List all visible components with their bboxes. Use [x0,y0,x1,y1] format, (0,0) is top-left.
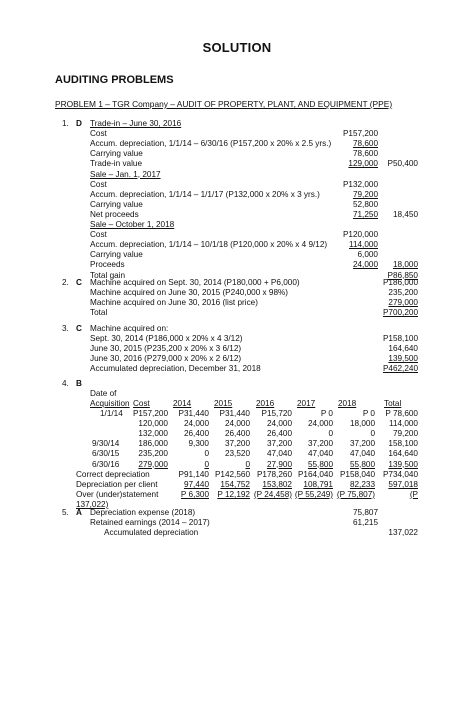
q1-total: 18,450 [392,209,418,219]
q3-total: P158,100 [382,334,418,344]
q4-cell: P31,440 [219,409,250,418]
q5-label: Accumulated depreciation [104,528,199,538]
q4-summary-cell: P 6,300 [180,489,209,499]
q4-summary-cell: 153,802 [262,479,292,489]
q5-amount: 75,807 [352,508,378,517]
q4-cell: 186,000 [138,439,168,449]
q2-total: 235,200 [388,288,418,298]
q2-label: Total [90,308,108,318]
q1-amount: 79,200 [352,189,378,199]
q4-summary-cell: P164,040 [297,469,333,479]
q1-label: Carrying value [90,149,143,159]
q4-cell: 27,900 [266,459,292,469]
q3-label: June 30, 2016 (P279,000 x 20% x 2 6/12) [90,354,242,364]
q4-answer: B [76,379,82,388]
q2-label: Machine acquired on June 30, 2016 (list price) [90,298,258,308]
problem-heading: PROBLEM 1 – TGR Company – AUDIT OF PROPERTY, PLANT, AND EQUIPMENT (PPE) [55,99,393,109]
q4-cell: 55,800 [307,459,333,469]
q4-summary-cell: (P 24,458) [253,489,292,499]
q5-number: 5. [62,508,69,517]
q2-label: Machine acquired on June 30, 2015 (P240,000 x 98%) [90,288,288,298]
q1-amount: P132,000 [342,179,378,189]
q4-cell: 9,300 [188,439,209,449]
q5-amount: 61,215 [352,518,378,528]
q3-number: 3. [62,324,69,333]
q4-summary-cell: 597,018 [388,479,418,489]
q1-label: Carrying value [90,250,143,260]
q1-label: Cost [90,129,107,139]
q1-total: P86,850 [387,270,418,280]
page-title: SOLUTION [202,40,272,55]
q1-label: Proceeds [90,260,125,270]
q3-label: Accumulated depreciation, December 31, 2018 [90,364,261,374]
q1-amount: 71,250 [352,209,378,219]
q4-cell: 158,100 [388,439,418,449]
q4-date: 9/30/14 [92,439,120,449]
q1-number: 1. [62,119,69,128]
q3-total: P462,240 [382,364,418,374]
q2-label: Machine acquired on Sept. 30, 2014 (P180,000 + P6,000) [90,278,300,287]
q4-cell: 0 [328,429,333,439]
q4-cell: 0 [204,459,209,469]
q1-total: P50,400 [387,159,418,169]
q4-cell: 235,200 [138,449,168,459]
q4-cell: 23,520 [224,449,250,459]
q4-summary-cell: P91,140 [178,469,209,479]
q4-cell: 120,000 [138,419,168,429]
q4-cell: P157,200 [132,409,168,418]
q4-cell: P15,720 [261,409,292,418]
q4-summary-cell: (P 75,807) [336,489,375,499]
q4-summary-cell: P142,560 [214,469,250,479]
q1-label: Sale – October 1, 2018 [90,220,175,229]
q1-label: Trade-in – June 30, 2016 [90,119,182,128]
q1-amount: 24,000 [352,260,378,270]
q4-col-header: 2015 [214,399,233,408]
q2-answer: C [76,278,82,287]
q2-total: P186,000 [382,278,418,287]
q4-cell: P 78,600 [385,409,418,418]
q5-answer: A [76,508,82,517]
q2-total: 279,000 [388,298,418,308]
q4-summary-cell: (P [409,489,418,499]
q4-summary-cell: P158,040 [339,469,375,479]
q4-cell: 279,000 [138,459,168,469]
q4-cell: 24,000 [307,419,333,429]
q5-total: 137,022 [388,528,418,538]
q4-cell: P 0 [362,409,375,418]
q4-cell: 37,200 [224,439,250,449]
q4-col-header: Cost [133,399,150,408]
q1-amount: 6,000 [357,250,378,260]
q4-col-header: 2017 [297,399,316,408]
q3-label: Sept. 30, 2014 (P186,000 x 20% x 4 3/12) [90,334,243,344]
q5-label: Retained earnings (2014 – 2017) [90,518,210,528]
q3-answer: C [76,324,82,333]
q4-header-top: Date of [90,389,117,398]
q4-summary-cell: 108,791 [303,479,333,489]
q1-amount: 114,000 [349,240,378,250]
q1-label: Accum. depreciation, 1/1/14 – 1/1/17 (P132,000 x 20% x 3 yrs.) [90,189,320,199]
q4-cell: 18,000 [349,419,375,429]
q4-date: 1/1/14 [100,409,123,418]
q4-cell: P 0 [320,409,333,418]
q4-cell: 79,200 [392,429,418,439]
q2-number: 2. [62,278,69,287]
q1-amount: P157,200 [342,129,378,139]
q4-cell: 24,000 [224,419,250,429]
q1-label: Total gain [90,270,126,280]
q1-answer: D [76,119,82,128]
q4-cell: 26,400 [266,429,292,439]
q4-summary-cell: 97,440 [183,479,209,489]
q4-col-header: Total [384,399,402,408]
q4-cell: P31,440 [178,409,209,418]
q1-total: 18,000 [392,260,418,270]
q4-cell: 139,500 [388,459,418,469]
q4-col-header: Acquisition [90,399,130,408]
q4-summary-label: Correct depreciation [76,469,150,479]
q4-summary-label: Depreciation per client [76,479,158,489]
q4-cell: 26,400 [224,429,250,439]
q1-amount: 52,800 [352,199,378,209]
q2-total: P700,200 [382,308,418,318]
q4-cell: 37,200 [307,439,333,449]
section-heading: AUDITING PROBLEMS [55,74,174,86]
q1-label: Sale – Jan. 1, 2017 [90,169,161,179]
q4-cell: 164,640 [388,449,418,459]
q3-label: Machine acquired on: [90,324,169,333]
q4-cell: 114,000 [389,419,418,429]
q4-summary-cell: 154,752 [220,479,250,489]
q3-total: 139,500 [388,354,418,364]
q1-amount: P120,000 [342,230,378,240]
q1-amount: 78,600 [352,149,378,159]
q1-label: Accum. depreciation, 1/1/14 – 10/1/18 (P120,000 x 20% x 4 9/12) [90,240,328,250]
q4-cell: 24,000 [183,419,209,429]
q4-cell: 0 [204,449,209,459]
q1-label: Trade-in value [90,159,143,169]
q4-summary-cell: P 12,192 [217,489,250,499]
q1-label: Carrying value [90,199,143,209]
q4-summary-label: Over (under)statement [76,489,159,499]
q4-col-header: 2018 [338,399,357,408]
q4-wrap: 137,022) [76,499,109,509]
q4-summary-cell: P734,040 [382,469,418,479]
q4-summary-cell: (P 55,249) [294,489,333,499]
q4-cell: 37,200 [266,439,292,449]
q1-label: Cost [90,230,107,240]
q4-cell: 132,000 [138,429,168,439]
q4-summary-cell: 82,233 [349,479,375,489]
q1-amount: 129,000 [348,159,378,169]
q1-label: Accum. depreciation, 1/1/14 – 6/30/16 (P157,200 x 20% x 2.5 yrs.) [90,139,332,149]
q4-cell: 55,800 [349,459,375,469]
q4-cell: 47,040 [307,449,333,459]
q4-summary-cell: P178,260 [256,469,292,479]
q4-cell: 47,040 [266,449,292,459]
q4-cell: 24,000 [266,419,292,429]
q3-total: 164,640 [388,344,418,354]
q4-cell: 26,400 [183,429,209,439]
q1-amount: 78,600 [352,139,378,149]
q4-col-header: 2016 [256,399,275,408]
q1-label: Net proceeds [90,209,139,219]
q4-cell: 37,200 [349,439,375,449]
q4-cell: 0 [245,459,250,469]
q4-date: 6/30/16 [92,459,120,469]
q1-label: Cost [90,179,107,189]
q4-date: 6/30/15 [92,449,120,459]
q4-col-header: 2014 [173,399,192,408]
q4-number: 4. [62,379,69,388]
q3-label: June 30, 2015 (P235,200 x 20% x 3 6/12) [90,344,242,354]
q4-cell: 0 [370,429,375,439]
q4-cell: 47,040 [349,449,375,459]
q5-label: Depreciation expense (2018) [90,508,196,517]
